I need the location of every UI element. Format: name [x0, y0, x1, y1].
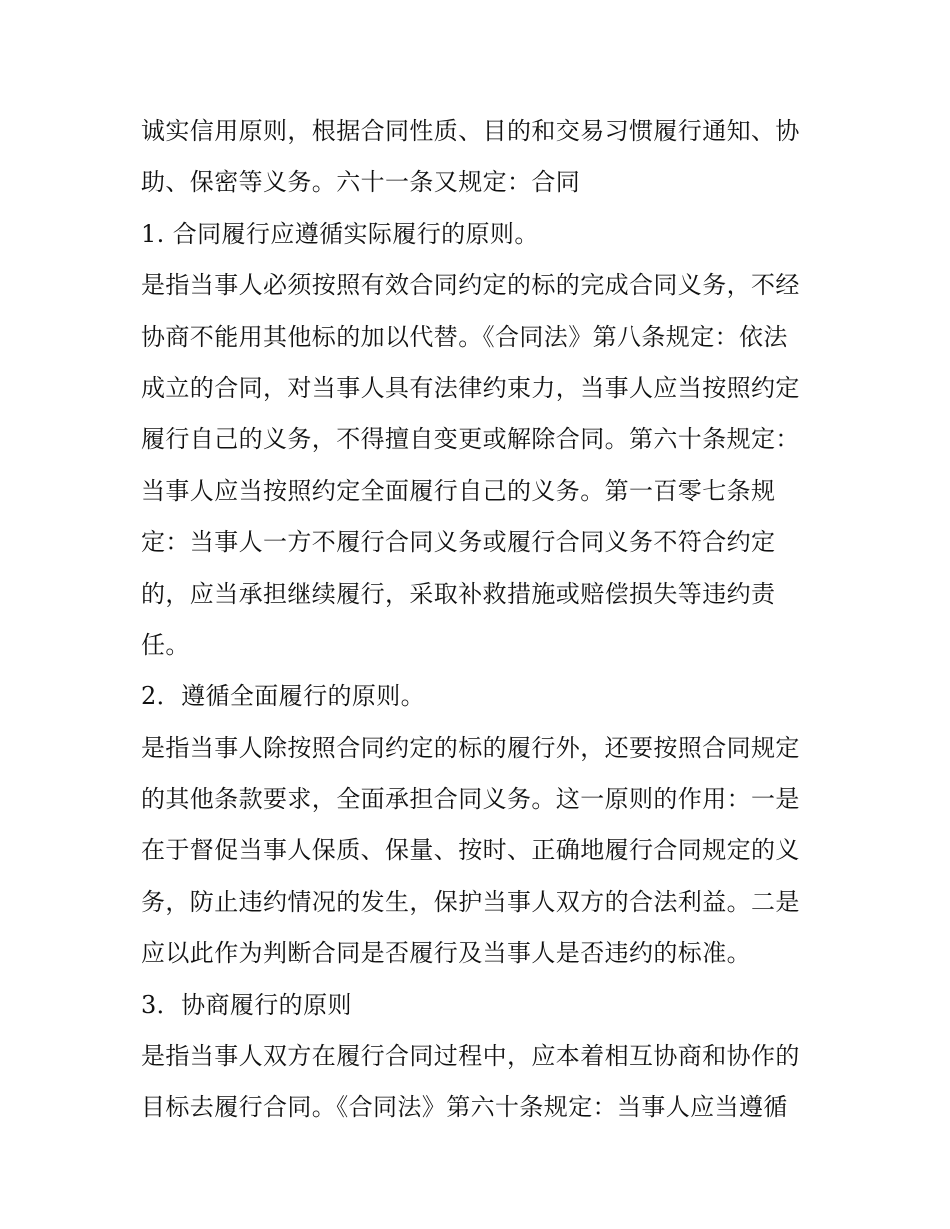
text-line: 是指当事人必须按照有效合同约定的标的完成合同义务，不经 [141, 271, 800, 300]
text-line: 诚实信用原则，根据合同性质、目的和交易习惯履行通知、协 [141, 117, 800, 145]
section-heading: 2．遵循全面履行的原则。 [141, 682, 426, 711]
text-line: 是指当事人双方在履行合同过程中，应本着相互协商和协作的 [141, 1042, 800, 1071]
text-line: 是指当事人除按照合同约定的标的履行外，还要按照合同规定 [141, 733, 800, 762]
section-heading: 1. 合同履行应遵循实际履行的原则。 [141, 219, 539, 248]
text-line: 目标去履行合同。《合同法》第六十条规定：当事人应当遵循 [141, 1093, 788, 1122]
text-line: 任。 [141, 630, 190, 659]
text-line: 的其他条款要求，全面承担合同义务。这一原则的作用：一是 [141, 785, 800, 814]
text-line: 履行自己的义务，不得擅自变更或解除合同。第六十条规定： [141, 425, 800, 454]
text-line: 定：当事人一方不履行合同义务或履行合同义务不符合约定 [141, 528, 776, 557]
document-body [141, 106, 821, 1134]
text-line: 协商不能用其他标的加以代替。《合同法》第八条规定：依法 [141, 322, 788, 351]
text-line: 在于督促当事人保质、保量、按时、正确地履行合同规定的义 [141, 836, 800, 865]
text-line: 务，防止违约情况的发生，保护当事人双方的合法利益。二是 [141, 887, 800, 916]
section-heading: 3．协商履行的原则 [141, 990, 352, 1019]
text-line: 当事人应当按照约定全面履行自己的义务。第一百零七条规 [141, 476, 776, 505]
text-line: 应以此作为判断合同是否履行及当事人是否违约的标准。 [141, 939, 751, 968]
text-line: 的，应当承担继续履行，采取补救措施或赔偿损失等违约责 [141, 579, 776, 608]
text-line: 助、保密等义务。六十一条又规定：合同 [141, 168, 581, 197]
text-line: 成立的合同，对当事人具有法律约束力，当事人应当按照约定 [141, 373, 800, 402]
